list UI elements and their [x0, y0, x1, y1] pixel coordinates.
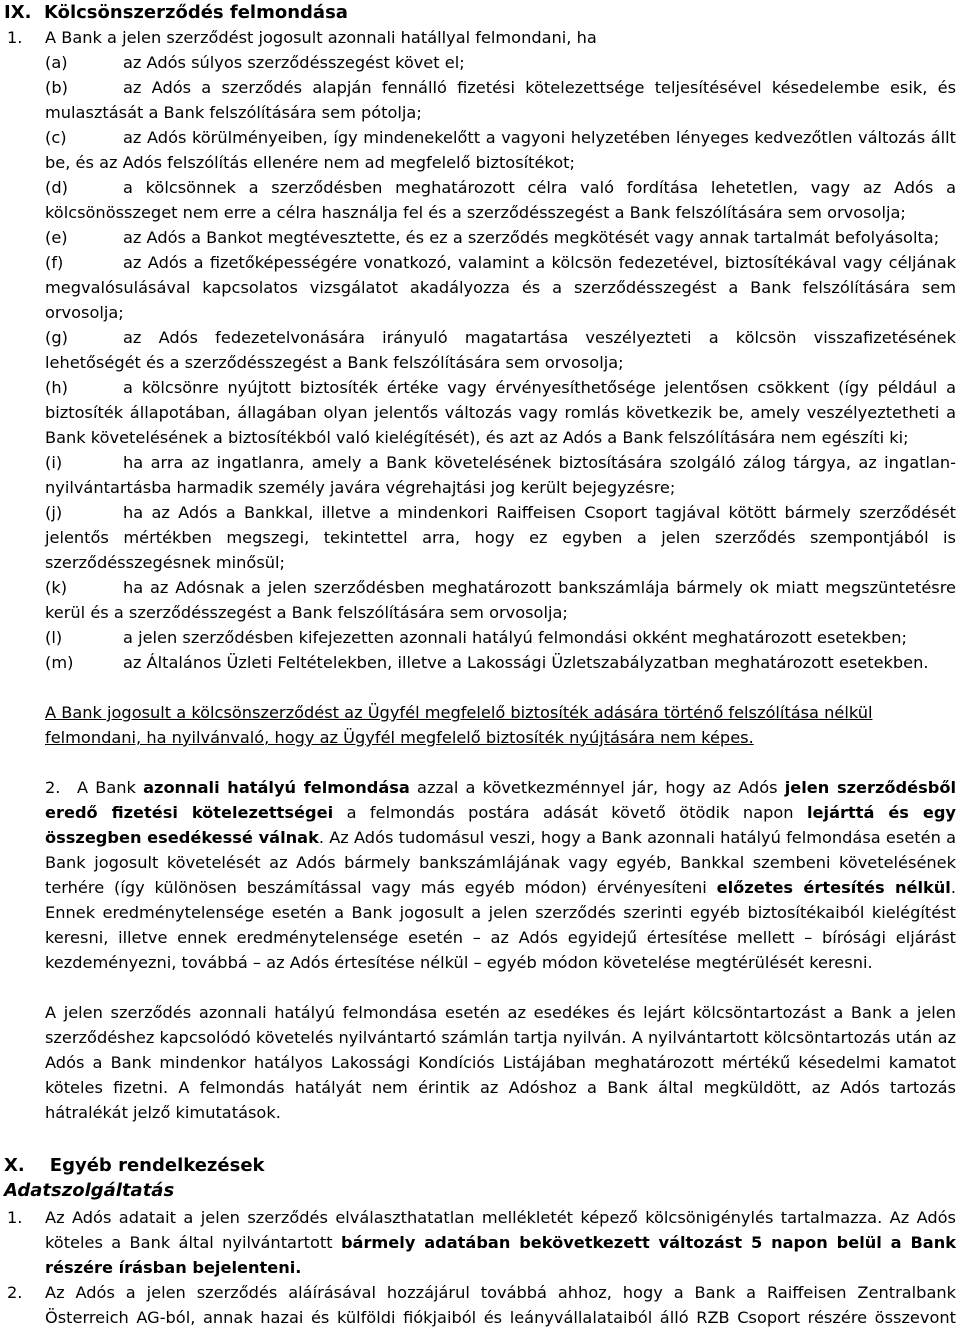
case-item — [45, 450, 956, 500]
case-text: az Általános Üzleti Feltételekben, illetve a Lakossági Üzletszabályzatban meghatározott esetekben. — [123, 653, 929, 672]
bold-phrase: előzetes értesítés nélkül — [716, 878, 951, 897]
bold-phrase: lejárttá és egy összegben esedékessé válnak — [45, 803, 956, 847]
case-label: (d) — [45, 178, 68, 197]
section-title: Kölcsönszerződés felmondása — [43, 2, 348, 23]
case-label: (j) — [45, 503, 63, 522]
case-label: (l) — [45, 628, 63, 647]
case-text: az Adós körülményeiben, így mindenekelőtt a vagyoni helyzetében lényeges kedvezőtlen változás állt be, és az Adós felszólítás ellenére nem ad megfelelő biztosítékot; — [45, 128, 956, 172]
case-text: az Adós a fizetőképességére vonatkozó, valamint a kölcsön fedezetével, biztosítékával vagy céljának megvalósulásával kapcsolatos vizsgálatot akadályozza és a szerződésszegést a Bank felszólítására sem orvosolja; — [45, 253, 956, 322]
case-item — [45, 375, 956, 450]
section-title: Egyéb rendelkezések — [49, 1155, 265, 1176]
case-text: az Adós a szerződés alapján fennálló fizetési kötelezettsége teljesítésével késedelembe esik, és mulasztását a Bank felszólítására sem pótolja; — [45, 78, 956, 122]
bold-phrase: jelen szerződésből eredő fizetési kötelezettségei — [45, 778, 956, 822]
case-label: (i) — [45, 453, 63, 472]
section-number: IX. — [4, 2, 32, 23]
case-item — [45, 125, 956, 175]
case-label: (b) — [45, 78, 68, 97]
case-item — [45, 325, 956, 375]
case-label: (k) — [45, 578, 68, 597]
data-item-1: Az Adós adatait a jelen szerződés elválaszthatatlan mellékletét képező kölcsönigénylés tartalmazza. Az Adós köteles a Bank által nyilvántartott bármely adatában bekövetkezett változást 5 napon belül a Bank részére írásban bejelenteni. — [45, 1208, 957, 1277]
case-text: az Adós fedezetelvonására irányuló magatartása veszélyezteti a kölcsön visszafizetésének lehetőségét és a szerződésszegést a Bank felszólítására sem orvosolja; — [45, 328, 956, 372]
underlined-note: A Bank jogosult a kölcsönszerződést az Ügyfél megfelelő biztosíték adására történő felszólítása nélkül felmondani, ha nyilvánvaló, hogy az Ügyfél megfelelő biztosíték nyújtására nem képes. — [45, 703, 873, 747]
case-item — [45, 175, 956, 225]
data-item-2: Az Adós a jelen szerződés aláírásával hozzájárul továbbá ahhoz, hogy a Bank a Raiffeisen Zentralbank Österreich AG-ból, annak hazai és külföldi fiókjaiból és leányvállalataiból álló RZB Csoport részére összevont — [45, 1283, 956, 1327]
case-item — [45, 500, 956, 575]
case-item — [45, 625, 956, 650]
section-heading — [4, 2, 348, 24]
case-item — [45, 250, 956, 325]
case-text: a jelen szerződésben kifejezetten azonnali hatályú felmondási okként meghatározott esetekben; — [123, 628, 907, 647]
item-number: 1. — [7, 1208, 23, 1227]
item-number: 2. — [7, 1283, 23, 1302]
case-item — [45, 225, 956, 250]
bold-phrase: bármely adatában bekövetkezett változást 5 napon belül a Bank részére írásban bejelenteni. — [45, 1233, 957, 1277]
case-item — [45, 50, 956, 75]
case-text: ha az Adósnak a jelen szerződésben meghatározott bankszámlája bármely ok miatt megszüntetésre kerül és a szerződésszegést a Bank felszólítására sem orvosolja; — [45, 578, 956, 622]
case-item — [45, 650, 956, 675]
case-label: (m) — [45, 653, 74, 672]
case-label: (h) — [45, 378, 68, 397]
case-label: (g) — [45, 328, 68, 347]
case-label: (a) — [45, 53, 68, 72]
case-label: (f) — [45, 253, 64, 272]
case-text: a kölcsönre nyújtott biztosíték értéke vagy érvényesíthetősége jelentősen csökkent (így például a biztosíték állapotában, állagában olyan jelentős változás vagy romlás következik be, amely veszélyeztetheti a Bank követelésének a biztosítékból való kielégítését), és azt az Adós a Bank felszólítására nem egészíti ki; — [45, 378, 956, 447]
item-2-paragraph: 2. A Bank azonnali hatályú felmondása azzal a következménnyel jár, hogy az Adós jelen szerződésből eredő fizetési kötelezettségei a felmondás postára adását követő ötödik napon lejárttá és egy összegben esedékessé válnak. Az Adós tudomásul veszi, hogy a Bank azonnali hatályú felmondása esetén a Bank jogosult követelését az Adós bármely bankszámlájának vagy egyéb, Bankkal szembeni követelésének terhére (így különösen beszámítással vagy más egyéb módon) érvényesíteni előzetes értesítés nélkül. Ennek eredménytelensége esetén a Bank jogosult a jelen szerződés szerinti egyéb biztosítékaiból kielégítést keresni, illetve ennek eredménytelensége esetén – az Adós egyidejű értesítése mellett – bírósági eljárást kezdeményezni, továbbá – az Adós értesítése nélkül – egyéb módon követelése megtérülését keresni. — [45, 775, 956, 975]
bold-phrase: azonnali hatályú felmondása — [143, 778, 410, 797]
case-text: ha arra az ingatlanra, amely a Bank követelésének biztosítására szolgáló zálog tárgya, az ingatlan-nyilvántartásba harmadik személy javára végrehajtási jog került bejegyzésre; — [45, 453, 956, 497]
item-number: 2. — [45, 778, 61, 797]
case-item — [45, 575, 956, 625]
case-label: (c) — [45, 128, 67, 147]
item-intro: A Bank a jelen szerződést jogosult azonnali hatállyal felmondani, ha — [45, 28, 597, 47]
case-text: a kölcsönnek a szerződésben meghatározott célra való fordítása lehetetlen, vagy az Adós a kölcsönösszeget nem erre a célra használja fel és a szerződésszegést a Bank felszólítására sem orvosolja; — [45, 178, 956, 222]
subheading: Adatszolgáltatás — [4, 1180, 175, 1201]
item-number: 1. — [7, 28, 23, 47]
case-text: ha az Adós a Bankkal, illetve a mindenkori Raiffeisen Csoport tagjával kötött bármely szerződését jelentős mértékben megszegi, tekintettel arra, hogy ez egyben a jelen szerződés szempontjából is szerződésszegésnek minősül; — [45, 503, 956, 572]
case-text: az Adós súlyos szerződésszegést követ el; — [123, 53, 465, 72]
case-label: (e) — [45, 228, 68, 247]
section-heading — [4, 1155, 265, 1177]
case-text: az Adós a Bankot megtévesztette, és ez a szerződés megkötését vagy annak tartalmát befolyásolta; — [123, 228, 940, 247]
case-item — [45, 75, 956, 125]
item-2-paragraph-2: A jelen szerződés azonnali hatályú felmondása esetén az esedékes és lejárt kölcsöntartozást a Bank a jelen szerződéshez kapcsolódó követelés nyilvántartó számlán tartja nyilván. A nyilvántartott kölcsöntartozás után az Adós a Bank mindenkor hatályos Lakossági Kondíciós Listájában meghatározott mértékű késedelmi kamatot köteles fizetni. A felmondás hatályát nem érintik az Adóshoz a Bank által megküldött, az Adós tartozás hátralékát jelző kimutatások. — [45, 1003, 956, 1122]
section-number: X. — [4, 1155, 25, 1176]
